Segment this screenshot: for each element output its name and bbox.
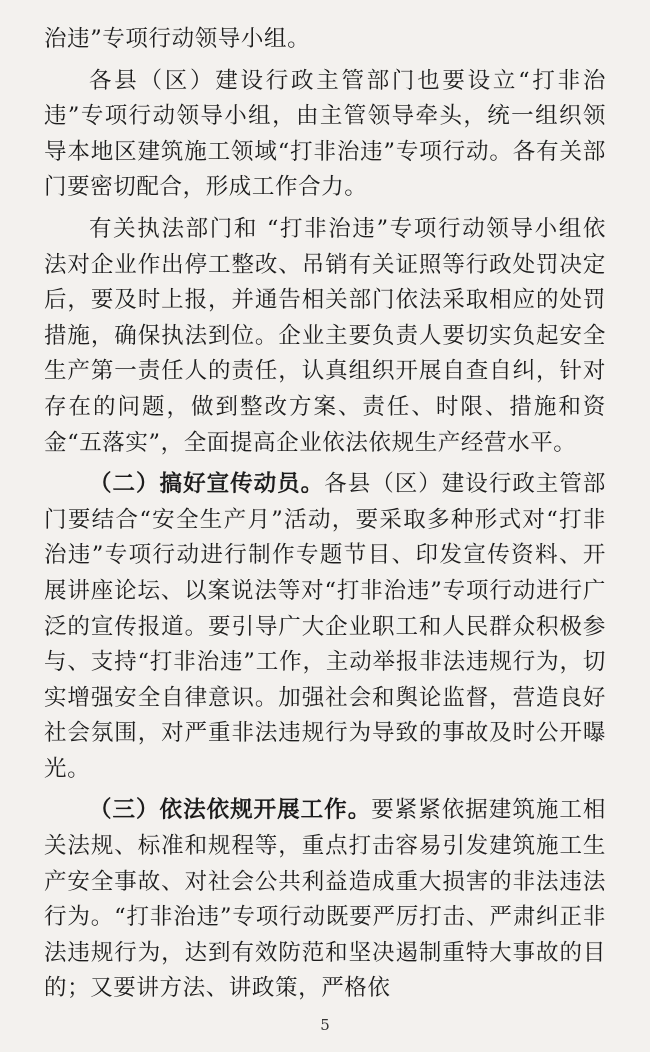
paragraph-2-text: 各县（区）建设行政主管部门也要设立“打非治违”专项行动领导小组，由主管领导牵头，统一组织领导本地区建筑施工领域“打非治违”专项行动。各有关部门要密切配合，形成工作合力。 [44, 67, 606, 201]
paragraph-5 [44, 793, 606, 1007]
paragraph-5-heading: （三）依法依规开展工作。 [89, 797, 372, 824]
paragraph-5-text: 要紧紧依据建筑施工相关法规、标准和规程等，重点打击容易引发建筑施工生产安全事故、对社会公共利益造成重大损害的非法违法行为。“打非治违”专项行动既要严厉打击、严肃纠正非法违规行为，达到有效防范和坚决遏制重特大事故的目的；又要讲方法、讲政策，严格依 [44, 797, 606, 1002]
paragraph-4-heading: （二）搞好宣传动员。 [89, 471, 325, 498]
paragraph-4-text: 各县（区）建设行政主管部门要结合“安全生产月”活动，要采取多种形式对“打非治违”专项行动进行制作专题节目、印发宣传资料、开展讲座论坛、以案说法等对“打非治违”专项行动进行广泛的宣传报道。要引导广大企业职工和人民群众积极参与、支持“打非治违”工作，主动举报非法违规行为，切实增强安全自律意识。加强社会和舆论监督，营造良好社会氛围，对严重非法违规行为导致的事故及时公开曝光。 [44, 471, 606, 782]
paragraph-1 [44, 22, 606, 58]
paragraph-4 [44, 467, 606, 787]
paragraph-3 [44, 212, 606, 461]
page-number: 5 [320, 1016, 330, 1034]
paragraph-3-text: 有关执法部门和 “打非治违”专项行动领导小组依法对企业作出停工整改、吊销有关证照等行政处罚决定后，要及时上报，并通告相关部门依法采取相应的处罚措施，确保执法到位。企业主要负责人要切实负起安全生产第一责任人的责任，认真组织开展自查自纠，针对存在的问题，做到整改方案、责任、时限、措施和资金“五落实”，全面提高企业依法依规生产经营水平。 [44, 215, 606, 456]
paragraph-2 [44, 64, 606, 206]
paragraph-1-text: 治违”专项行动领导小组。 [44, 26, 311, 52]
